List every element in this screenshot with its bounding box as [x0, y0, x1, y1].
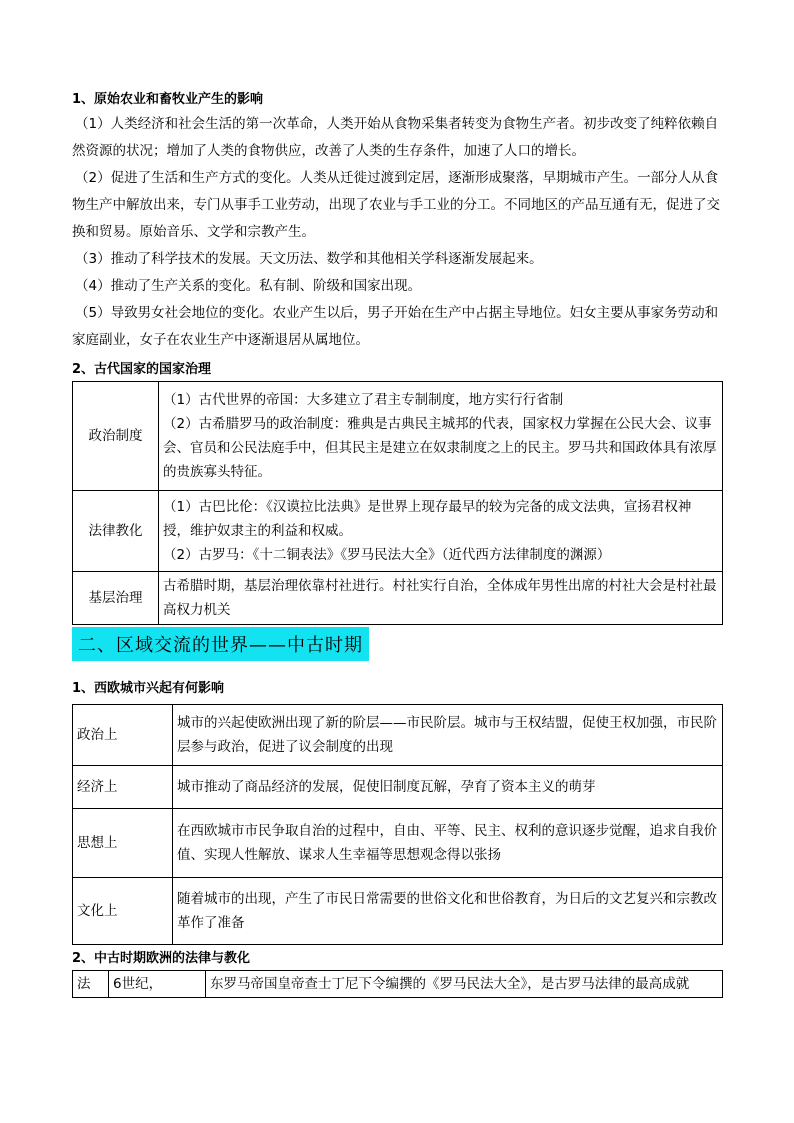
section-heading: 2、中古时期欧洲的法律与教化 [72, 951, 251, 966]
table-row [73, 491, 723, 572]
table-row [73, 572, 723, 625]
table-row [73, 878, 723, 945]
document-page [72, 88, 723, 998]
row-content: 城市推动了商品经济的发展，促使旧制度瓦解，孕育了资本主义的萌芽 [173, 766, 723, 809]
table-row [73, 382, 723, 491]
row-content: 古希腊时期，基层治理依靠村社进行。村社实行自治，全体成年男性出席的村社大会是村社最高权力机关 [159, 572, 723, 625]
cell-line: （1）古巴比伦：《汉谟拉比法典》是世界上现存最早的较为完备的成文法典，宣扬君权神授，维护奴隶主的利益和权威。 [163, 499, 692, 539]
cell: 东罗马帝国皇帝查士丁尼下令编撰的《罗马民法大全》，是古罗马法律的最高成就 [206, 971, 723, 998]
cell-line: （2）古罗马：《十二铜表法》《罗马民法大全》（近代西方法律制度的渊源） [163, 547, 611, 563]
paragraph: （4）推动了生产关系的变化。私有制、阶级和国家出现。 [75, 278, 422, 294]
section-heading: 2、古代国家的国家治理 [72, 362, 212, 377]
table-row [73, 971, 723, 998]
row-label: 政治制度 [73, 382, 159, 491]
row-label: 法律教化 [73, 491, 159, 572]
table-row [73, 705, 723, 766]
table-row [73, 766, 723, 809]
paragraph: （2）促进了生活和生产方式的变化。人类从迁徙过渡到定居，逐渐形成聚落，早期城市产生。一部分人从食物生产中解放出来，专门从事手工业劳动，出现了农业与手工业的分工。不同地区的产品互通有无，促进了交换和贸易。原始音乐、文学和宗教产生。 [72, 170, 720, 240]
law-table [72, 970, 723, 998]
cell: 6世纪， [109, 971, 206, 998]
row-label: 文化上 [73, 878, 173, 945]
row-label: 思想上 [73, 809, 173, 878]
cell-line: （1）古代世界的帝国：大多建立了君主专制制度，地方实行行省制 [163, 392, 564, 408]
row-label: 基层治理 [73, 572, 159, 625]
row-label: 政治上 [73, 705, 173, 766]
paragraph: （5）导致男女社会地位的变化。农业产生以后，男子开始在生产中占据主导地位。妇女主要从事家务劳动和家庭副业，女子在农业生产中逐渐退居从属地位。 [72, 305, 719, 348]
paragraph: （1）人类经济和社会生活的第一次革命，人类开始从食物采集者转变为食物生产者。初步改变了纯粹依赖自然资源的状况；增加了人类的食物供应，改善了人类的生存条件，加速了人口的增长。 [72, 116, 719, 159]
row-content: 随着城市的出现，产生了市民日常需要的世俗文化和世俗教育，为日后的文艺复兴和宗教改革作了准备 [173, 878, 723, 945]
row-label: 经济上 [73, 766, 173, 809]
cell: 法 [73, 971, 109, 998]
section-heading: 1、西欧城市兴起有何影响 [72, 681, 225, 696]
table-row [73, 809, 723, 878]
city-impact-table [72, 704, 723, 945]
section-heading: 1、原始农业和畜牧业产生的影响 [72, 92, 264, 107]
paragraph: （3）推动了科学技术的发展。天文历法、数学和其他相关学科逐渐发展起来。 [75, 251, 543, 267]
row-content: 城市的兴起使欧洲出现了新的阶层——市民阶层。城市与王权结盟，促使王权加强，市民阶层参与政治，促进了议会制度的出现 [173, 705, 723, 766]
section-banner: 二、区域交流的世界——中古时期 [72, 627, 369, 661]
row-content [159, 491, 723, 572]
cell-line: （2）古希腊罗马的政治制度：雅典是古典民主城邦的代表，国家权力掌握在公民大会、议事会、官员和公民法庭手中，但其民主是建立在奴隶制度之上的民主。罗马共和国政体具有浓厚的贵族寡头特征。 [163, 416, 717, 480]
row-content: 在西欧城市市民争取自治的过程中，自由、平等、民主、权利的意识逐步觉醒，追求自我价值、实现人性解放、谋求人生幸福等思想观念得以张扬 [173, 809, 723, 878]
governance-table [72, 381, 723, 625]
row-content [159, 382, 723, 491]
